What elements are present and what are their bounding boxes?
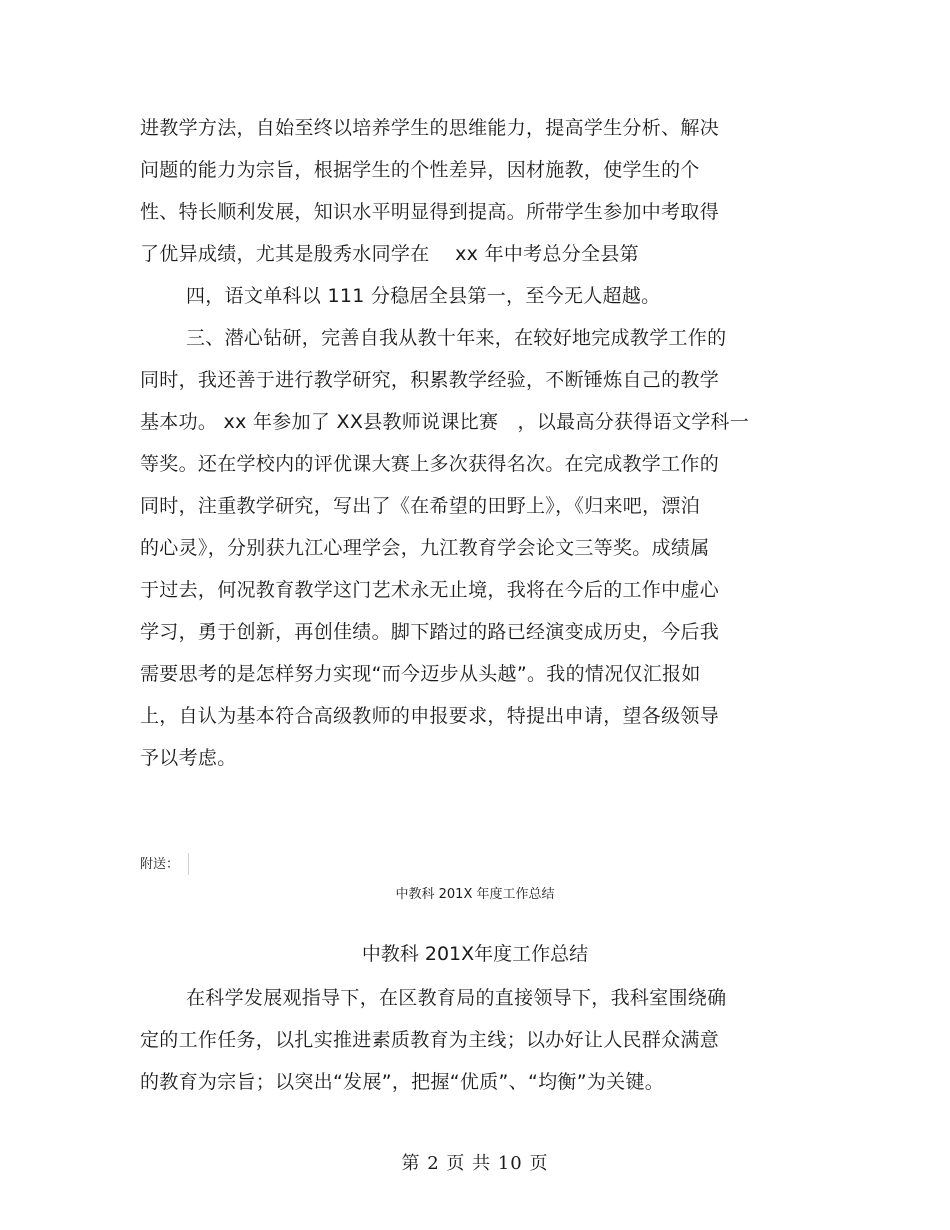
body-line-6: 三、潜心钻研，完善自我从教十年来，在较好地完成教学工作的 [186, 327, 727, 349]
body-line-7: 同时，我还善于进行教学研究，积累教学经验，不断锤炼自己的教学 [140, 369, 720, 391]
page-footer: 第 2 页 共 10 页 [401, 1153, 549, 1174]
body-line-1: 进教学方法，自始至终以培养学生的思维能力，提高学生分析、解决 [140, 117, 720, 139]
body-line-10: 同时，注重教学研究，写出了《在希望的田野上》，《归来吧，漂泊 [140, 495, 701, 517]
section-line-1: 在科学发展观指导下，在区教育局的直接领导下，我科室围绕确 [186, 987, 727, 1009]
body-line-15: 上，自认为基本符合高级教师的申报要求，特提出申请，望各级领导 [140, 705, 720, 727]
body-line-9: 等奖。还在学校内的评优课大赛上多次获得名次。在完成教学工作的 [140, 453, 720, 475]
section-line-3: 的教育为宗旨；以突出“发展”，把握“优质”、“均衡”为关键。 [140, 1071, 665, 1093]
body-line-16: 予以考虑。 [140, 747, 237, 769]
attachment-subtitle: 中教科 201X 年度工作总结 [395, 887, 555, 902]
body-line-12: 于过去，何况教育教学这门艺术永无止境，我将在今后的工作中虚心 [140, 579, 720, 601]
attachment-divider [188, 853, 189, 875]
section-title: 中教科 201X年度工作总结 [361, 943, 589, 965]
section-line-2: 定的工作任务，以扎实推进素质教育为主线；以办好让人民群众满意 [140, 1029, 720, 1051]
body-line-3: 性、特长顺利发展，知识水平明显得到提高。所带学生参加中考取得 [140, 201, 720, 223]
body-line-8: 基本功。 xx 年参加了 XX县教师说课比赛 ，以最高分获得语文学科一 [140, 411, 750, 433]
body-line-14: 需要思考的是怎样努力实现“而今迈步从头越”。我的情况仅汇报如 [140, 663, 701, 685]
body-line-2: 问题的能力为宗旨，根据学生的个性差异，因材施教，使学生的个 [140, 159, 700, 181]
body-line-13: 学习，勇于创新，再创佳绩。脚下踏过的路已经演变成历史，今后我 [140, 621, 720, 643]
body-line-5: 四，语文单科以 111 分稳居全县第一，至今无人超越。 [186, 285, 661, 307]
body-line-4: 了优异成绩，尤其是殷秀水同学在 xx 年中考总分全县第 [140, 243, 639, 265]
body-line-11: 的心灵》，分别获九江心理学会，九江教育学会论文三等奖。成绩属 [140, 537, 710, 559]
attachment-label: 附送： [140, 857, 180, 872]
